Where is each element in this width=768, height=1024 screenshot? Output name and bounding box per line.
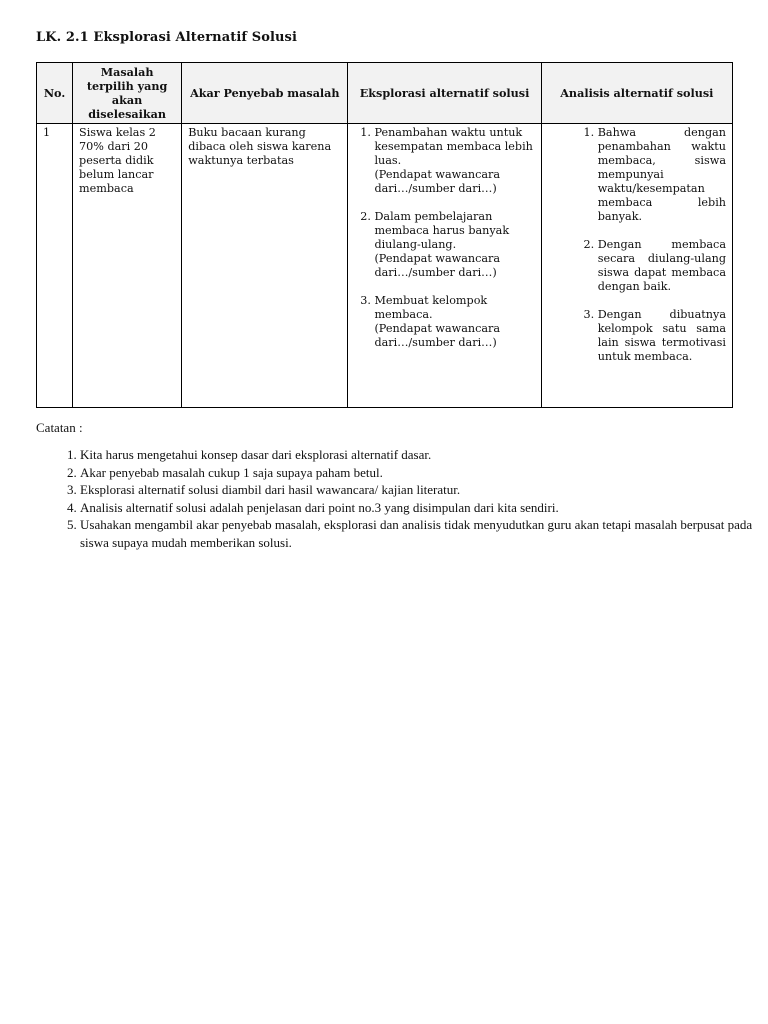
list-item: 2. Akar penyebab masalah cukup 1 saja supaya paham betul. — [80, 464, 768, 482]
cell-masalah: Siswa kelas 2 70% dari 20 peserta didik belum lancar membaca — [73, 124, 182, 408]
list-item — [374, 294, 534, 350]
table-row — [37, 124, 733, 408]
notes-heading: Catatan : — [36, 420, 83, 435]
header-masalah: Masalah terpilih yang akan diselesaikan — [73, 63, 182, 124]
cell-eksplorasi — [348, 124, 541, 408]
header-analisis: Analisis alternatif solusi — [541, 63, 732, 124]
header-no: No. — [37, 63, 73, 124]
list-item — [374, 126, 534, 196]
worksheet-table — [36, 62, 733, 408]
notes-list — [36, 446, 768, 551]
list-item: 3. Eksplorasi alternatif solusi diambil dari hasil wawancara/ kajian literatur. — [80, 481, 768, 499]
table-header-row — [37, 63, 733, 124]
eksplorasi-text: Dalam pembelajaran membaca harus banyak diulang-ulang. — [374, 210, 510, 251]
eksplorasi-text: Penambahan waktu untuk kesempatan membaca lebih luas. — [374, 126, 533, 167]
list-item: 5. Usahakan mengambil akar penyebab masalah, eksplorasi dan analisis tidak menyudutkan guru akan tetapi masalah berpusat pada siswa supaya mudah memberikan solusi. — [80, 516, 768, 551]
list-item: 1. Bahwa dengan penambahan waktu membaca, siswa mempunyai waktu/kesempatan membaca lebih banyak. — [598, 126, 726, 224]
list-item: 2. Dengan membaca secara diulang-ulang siswa dapat membaca dengan baik. — [598, 238, 726, 294]
header-akar-penyebab: Akar Penyebab masalah — [182, 63, 348, 124]
eksplorasi-source: (Pendapat wawancara dari…/sumber dari…) — [374, 322, 501, 349]
eksplorasi-source: (Pendapat wawancara dari…/sumber dari…) — [374, 168, 501, 195]
list-item: 3. Dengan dibuatnya kelompok satu sama lain siswa termotivasi untuk membaca. — [598, 308, 726, 364]
eksplorasi-text: Membuat kelompok membaca. — [374, 294, 488, 321]
list-item — [374, 210, 534, 280]
eksplorasi-list — [354, 126, 534, 350]
cell-no: 1 — [37, 124, 73, 408]
document-title: LK. 2.1 Eksplorasi Alternatif Solusi — [36, 30, 298, 45]
cell-analisis — [541, 124, 732, 408]
header-eksplorasi: Eksplorasi alternatif solusi — [348, 63, 541, 124]
analisis-list — [548, 126, 726, 364]
list-item: 1. Kita harus mengetahui konsep dasar dari eksplorasi alternatif dasar. — [80, 446, 768, 464]
eksplorasi-source: (Pendapat wawancara dari…/sumber dari…) — [374, 252, 501, 279]
list-item: 4. Analisis alternatif solusi adalah penjelasan dari point no.3 yang disimpulan dari kita sendiri. — [80, 499, 768, 517]
cell-akar-penyebab: Buku bacaan kurang dibaca oleh siswa karena waktunya terbatas — [182, 124, 348, 408]
